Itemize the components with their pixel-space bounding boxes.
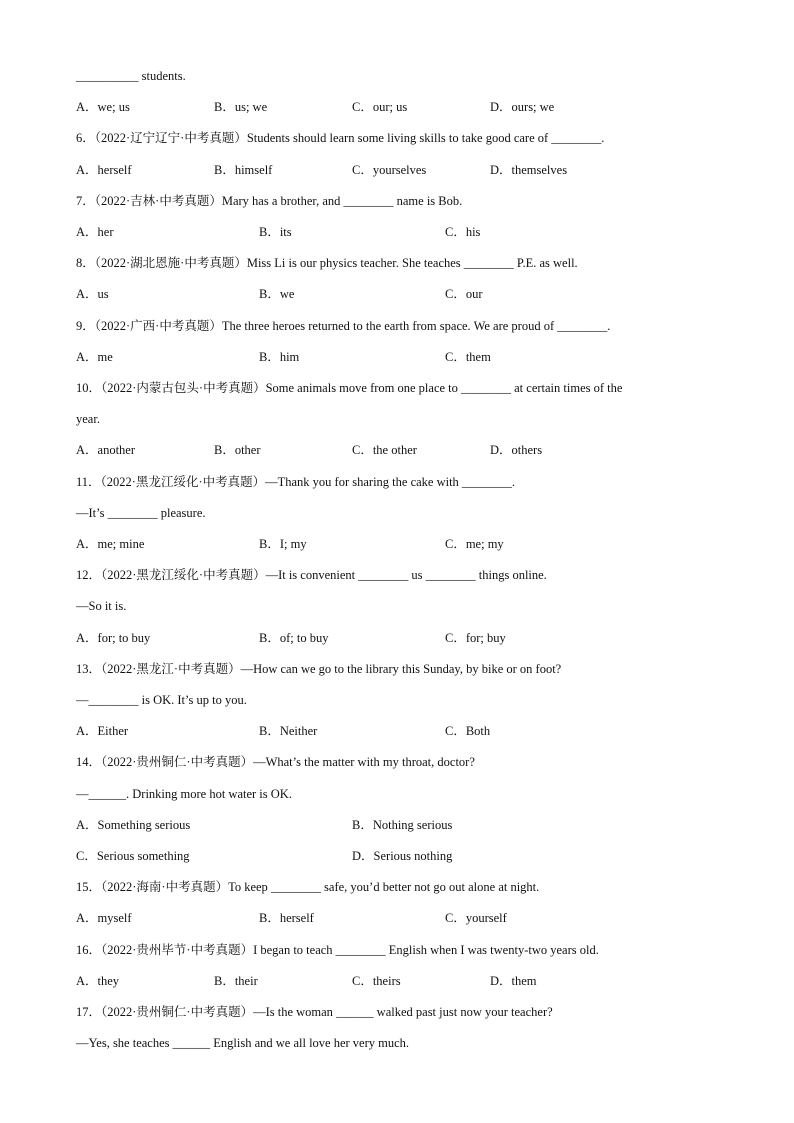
answer-option: B．of; to buy — [259, 630, 329, 645]
answer-option: C．our — [445, 287, 483, 302]
answer-option: B．I; my — [259, 537, 307, 551]
question-text-line: 12．（2022·黑龙江绥化·中考真题）—It is convenient ________ us ________ things online. — [76, 568, 547, 583]
answer-option: D．ours; we — [490, 100, 555, 115]
question-text-line: —It’s ________ pleasure. — [76, 505, 206, 520]
answer-option: C．them — [445, 349, 491, 364]
answer-option: A．herself — [76, 162, 132, 177]
question-text-line: __________ students. — [76, 69, 186, 83]
answer-option: C．theirs — [352, 973, 401, 988]
question-text-line: 6．（2022·辽宁辽宁·中考真题）Students should learn some living skills to take good care of ________. — [76, 131, 605, 146]
question-text-line: 7．（2022·吉林·中考真题）Mary has a brother, and ________ name is Bob. — [76, 193, 463, 208]
answer-option: B．himself — [214, 162, 273, 177]
answer-option: B．we — [259, 287, 295, 302]
options-row — [76, 347, 714, 367]
answer-option: A．we; us — [76, 100, 130, 115]
options-row — [76, 628, 714, 648]
answer-option: A．myself — [76, 911, 132, 926]
answer-option: C．his — [445, 225, 481, 239]
question-text-line: —Yes, she teaches ______ English and we all love her very much. — [76, 1036, 410, 1051]
options-row — [76, 440, 714, 460]
answer-option: A．Either — [76, 724, 129, 739]
answer-option: C．for; buy — [445, 630, 506, 645]
answer-option: A．for; to buy — [76, 630, 151, 645]
answer-option: C．Serious something — [76, 849, 190, 863]
options-row — [76, 721, 714, 741]
answer-option: B．other — [214, 443, 261, 458]
question-text-line: 16．（2022·贵州毕节·中考真题）I began to teach ________ English when I was twenty-two years old. — [76, 942, 599, 957]
answer-option: C．our; us — [352, 100, 408, 115]
answer-option: C．the other — [352, 443, 417, 458]
answer-option: A．another — [76, 443, 136, 458]
answer-option: A．Something serious — [76, 817, 191, 832]
options-row — [76, 284, 714, 304]
answer-option: B．Nothing serious — [352, 817, 453, 832]
question-text-line: 10．（2022·内蒙古包头·中考真题）Some animals move from one place to ________ at certain times of the — [76, 381, 623, 395]
answer-option: D．them — [490, 973, 537, 988]
answer-option: D．others — [490, 443, 543, 458]
answer-option: B．their — [214, 973, 258, 988]
answer-option: C．yourselves — [352, 162, 427, 177]
options-row — [76, 908, 714, 928]
options-row — [76, 222, 714, 242]
question-text-line: 17．（2022·贵州铜仁·中考真题）—Is the woman ______ walked past just now your teacher? — [76, 1005, 553, 1019]
options-row — [76, 160, 714, 180]
answer-option: C．Both — [445, 724, 491, 739]
answer-option: A．me; mine — [76, 537, 145, 551]
answer-option: A．us — [76, 287, 109, 302]
answer-option: B．Neither — [259, 724, 318, 739]
options-row — [76, 846, 714, 866]
question-text-line: 13．（2022·黑龙江·中考真题）—How can we go to the library this Sunday, by bike or on foot? — [76, 661, 562, 676]
answer-option: A．they — [76, 973, 120, 988]
question-text-line: 11．（2022·黑龙江绥化·中考真题）—Thank you for sharing the cake with ________. — [76, 474, 516, 489]
answer-option: C．yourself — [445, 911, 507, 926]
question-text-line: —______. Drinking more hot water is OK. — [76, 786, 292, 801]
question-text-line: 9．（2022·广西·中考真题）The three heroes returned to the earth from space. We are proud of ________. — [76, 318, 611, 333]
answer-option: C．me; my — [445, 537, 504, 551]
question-text-line: 14．（2022·贵州铜仁·中考真题）—What’s the matter with my throat, doctor? — [76, 755, 475, 770]
question-text-line: 15．（2022·海南·中考真题）To keep ________ safe, you’d better not go out alone at night. — [76, 880, 540, 895]
options-row — [76, 97, 714, 117]
answer-option: B．us; we — [214, 100, 268, 115]
question-text-line: —So it is. — [76, 599, 127, 614]
answer-option: B．its — [259, 225, 292, 239]
answer-option: B．herself — [259, 911, 314, 926]
answer-option: A．me — [76, 349, 113, 364]
answer-option: B．him — [259, 349, 300, 364]
options-row — [76, 815, 714, 835]
options-row — [76, 534, 714, 554]
answer-option: D．themselves — [490, 162, 568, 177]
question-text-line: year. — [76, 412, 100, 427]
answer-option: D．Serious nothing — [352, 849, 453, 863]
options-row — [76, 971, 714, 991]
answer-option: A．her — [76, 225, 114, 239]
question-text-line: —________ is OK. It’s up to you. — [76, 693, 247, 707]
question-text-line: 8．（2022·湖北恩施·中考真题）Miss Li is our physics teacher. She teaches ________ P.E. as well. — [76, 256, 578, 271]
